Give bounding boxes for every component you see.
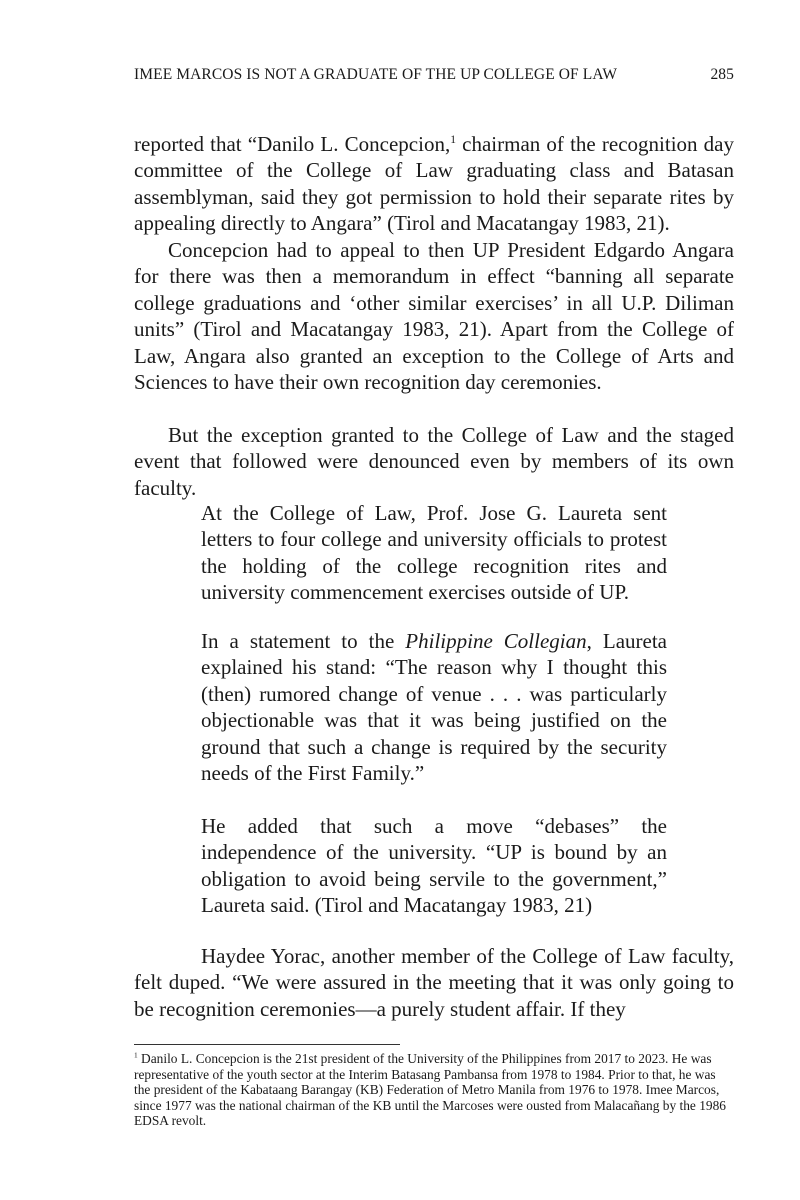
paragraph-1-end: chairman of the recognition day committee of the College of Law graduating class and Batasan assemblyman, said they got permission to hold their separate rites by appealing directly to Angara” (Tirol and Macatangay 1983, 21). bbox=[134, 132, 735, 236]
paragraph-3: But the exception granted to the College of Law and the staged event that followed were denounced even by members of its own faculty. bbox=[134, 423, 734, 500]
footnote-divider bbox=[134, 1044, 400, 1045]
block-quote-2-start: In a statement to the bbox=[201, 629, 406, 653]
footnote bbox=[134, 1051, 734, 1129]
footnote-reference[interactable]: 1 bbox=[450, 134, 456, 146]
paragraph-4: Haydee Yorac, another member of the College of Law faculty, felt duped. “We were assured in the meeting that it was only going to be recognition ceremonies—a purely student affair. If they bbox=[134, 944, 734, 1021]
footnote-marker: 1 bbox=[134, 1050, 138, 1060]
paragraph-1-start: reported that “Danilo L. Concepcion, bbox=[134, 132, 451, 156]
paragraph-1 bbox=[134, 131, 734, 237]
block-quote-1: At the College of Law, Prof. Jose G. Laureta sent letters to four college and university officials to protest the holding of the college recognition rites and university commencement exercises outside of UP. bbox=[201, 501, 667, 605]
running-head bbox=[134, 66, 734, 86]
publication-title: Philippine Collegian bbox=[405, 629, 587, 653]
paragraph-2: Concepcion had to appeal to then UP President Edgardo Angara for there was then a memorandum in effect “banning all separate college graduations and ‘other similar exercises’ in all U.P. Diliman units” (Tirol and Macatangay 1983, 21). Apart from the College of Law, Angara also granted an exception to the College of Arts and Sciences to have their own recognition day ceremonies. bbox=[134, 238, 734, 395]
block-quote-2 bbox=[201, 628, 667, 786]
running-title: IMEE MARCOS IS NOT A GRADUATE OF THE UP COLLEGE OF LAW bbox=[134, 66, 618, 83]
page-number: 285 bbox=[710, 66, 734, 83]
footnote-text: Danilo L. Concepcion is the 21st president of the University of the Philippines from 2017 to 2023. He was representative of the youth sector at the Interim Batasang Pambansa from 1978 to 1984. Prior to that, he was the president of the Kabataang Barangay (KB) Federation of Metro Manila from 1976 to 1978. Imee Marcos, since 1977 was the national chairman of the KB until the Marcoses were ousted from Malacañang by the 1986 EDSA revolt. bbox=[134, 1051, 726, 1129]
block-quote-3: He added that such a move “debases” the independence of the university. “UP is bound by an obligation to avoid being servile to the government,” Laureta said. (Tirol and Macatangay 1983, 21) bbox=[201, 814, 667, 918]
block-quote-2-end: , Laureta explained his stand: “The reason why I thought this (then) rumored change of venue . . . was particularly objectionable was that it was being justified on the ground that such a change is required by the security needs of the First Family.” bbox=[201, 629, 667, 786]
